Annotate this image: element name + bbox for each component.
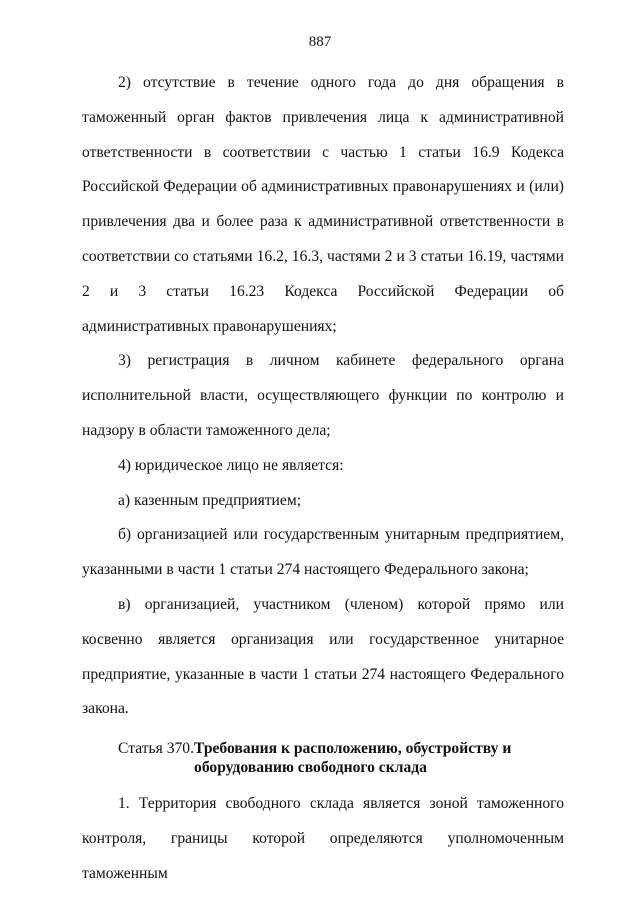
paragraph-subitem-b: б) организацией или государственным унитарным предприятием, указанными в части 1 статьи 274 настоящего Федерального закона; (82, 526, 564, 579)
paragraph-subitem-a: а) казенным предприятием; (118, 491, 302, 509)
article-heading (82, 739, 564, 777)
document-body (82, 66, 564, 892)
article-number: Статья 370. (118, 740, 195, 758)
paragraph-item-4: 4) юридическое лицо не является: (118, 456, 344, 474)
paragraph-subitem-v: в) организацией, участником (членом) которой прямо или косвенно является организация или государственное унитарное предприятие, указанные в части 1 статьи 274 настоящего Федерального закона. (82, 595, 564, 718)
paragraph-item-2: 2) отсутствие в течение одного года до дня обращения в таможенный орган фактов привлечения лица к административной ответственности в соответствии с частью 1 статьи 16.9 Кодекса Российской Федерации об административных правонарушениях и (или) привлечения два и более раза к административной ответственности в соответствии со статьями 16.2, 16.3, частями 2 и 3 статьи 16.19, частями 2 и 3 статьи 16.23 Кодекса Российской Федерации об административных правонарушениях; (82, 74, 564, 335)
article-title: Требования к расположению, обустройству и оборудованию свободного склада (194, 740, 512, 777)
paragraph-item-3: 3) регистрация в личном кабинете федерального органа исполнительной власти, осуществляющего функции по контролю и надзору в области таможенного дела; (82, 352, 564, 439)
page-number: 887 (308, 34, 332, 50)
paragraph-article-part-1: 1. Территория свободного склада является зоной таможенного контроля, границы которой определяются уполномоченным таможенным (82, 795, 564, 882)
